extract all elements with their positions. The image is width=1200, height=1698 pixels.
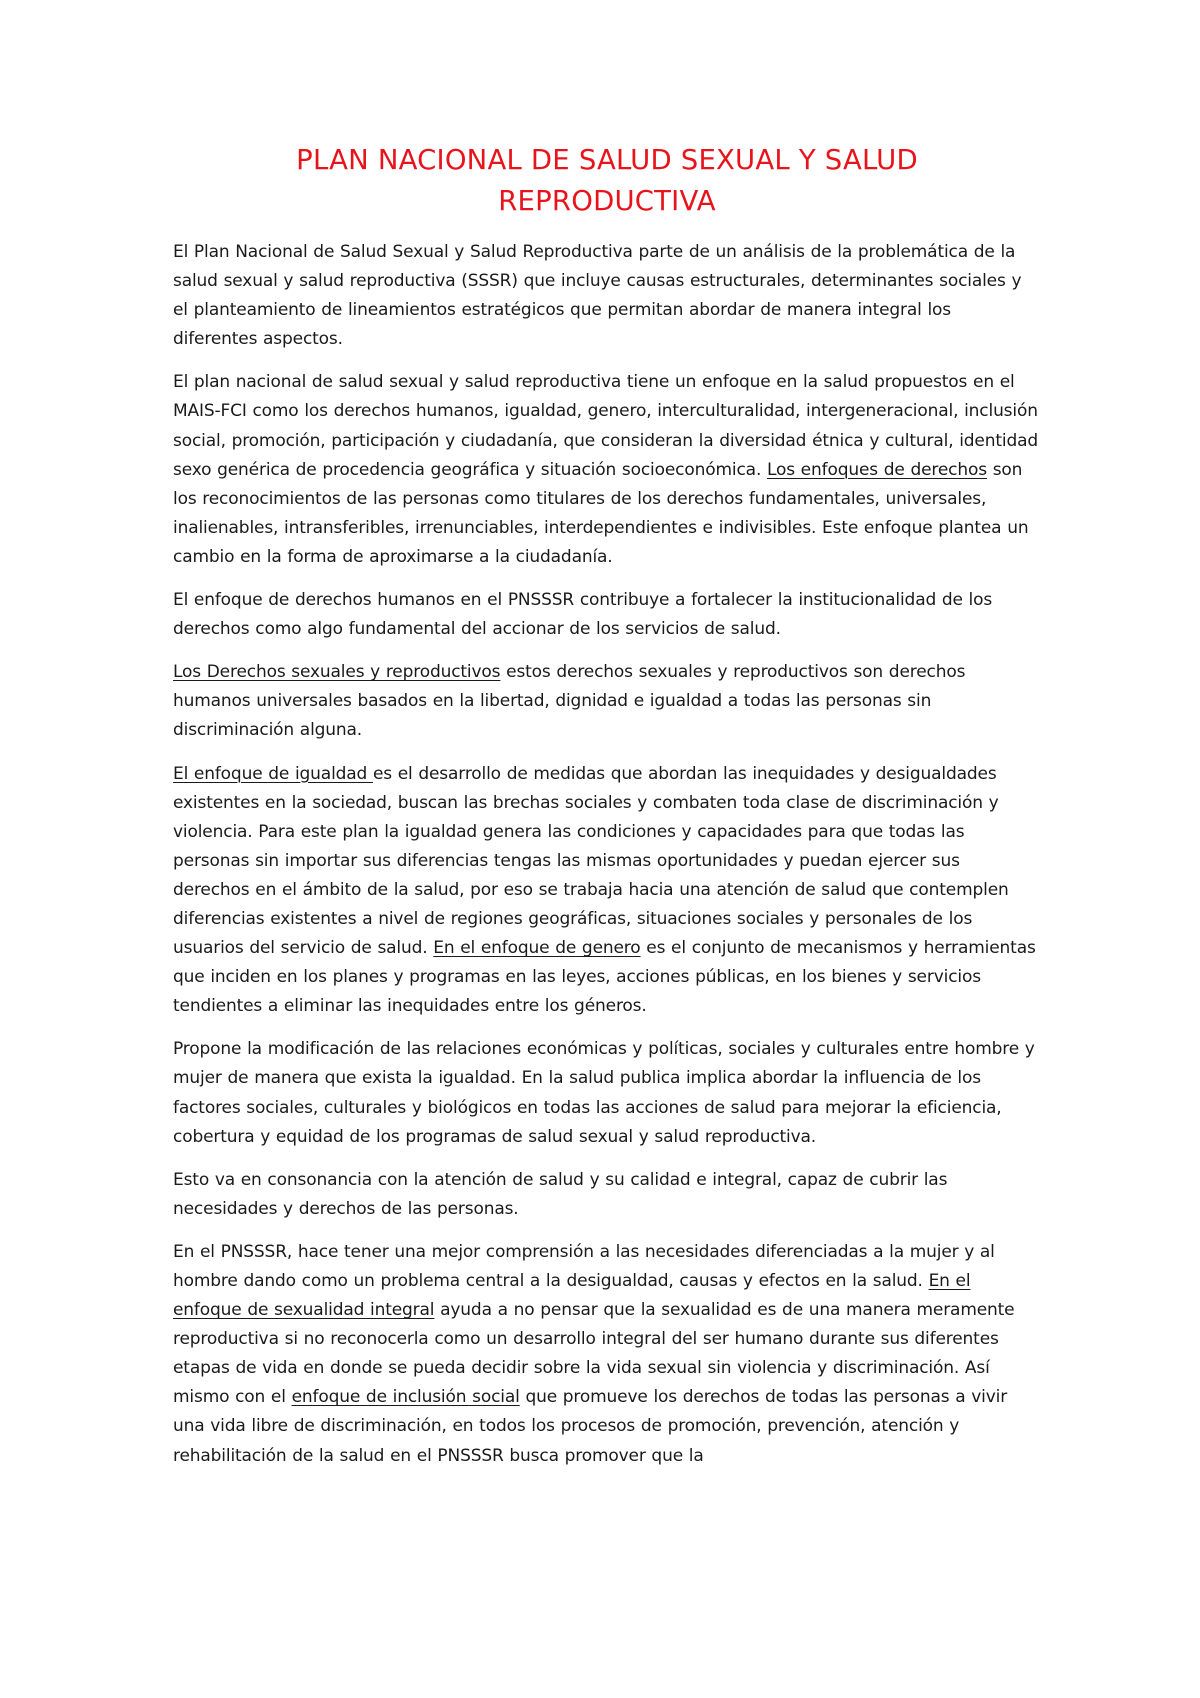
title-line-1: PLAN NACIONAL DE SALUD SEXUAL Y SALUD (296, 144, 918, 176)
paragraph-1-text: El Plan Nacional de Salud Sexual y Salud Reproductiva parte de un análisis de la problemática de la salud sexual y salud reproductiva (SSSR) que incluye causas estructurales, determinantes sociales y el planteamiento de lineamientos estratégicos que permitan abordar de manera integral los diferentes aspectos. (173, 242, 1022, 350)
paragraph-enfoques (173, 368, 1041, 572)
underlined-enfoque-de-genero: En el enfoque de genero (433, 938, 641, 959)
underlined-inclusion-social: enfoque de inclusión social (291, 1387, 520, 1408)
underlined-enfoque-de-igualdad: El enfoque de igualdad (173, 763, 373, 784)
paragraph-2-text-a: El plan nacional de salud sexual y salud reproductiva tiene un enfoque en la salud propuestos en el MAIS-FCI como los derechos humanos, igualdad, genero, interculturalidad, intergeneracional, inclusión social, promoción, participación y ciudadanía, que consideran la diversidad étnica y cultural, identidad sexo genérica de procedencia geográfica y situación socioeconómica. (173, 372, 1038, 480)
paragraph-2-text-b: son los reconocimientos de las personas como titulares de los derechos fundamentales, universales, inalienables, intransferibles, irrenunciables, interdependientes e indivisibles. Este enfoque plantea un cambio en la forma de aproximarse a la ciudadanía. (173, 459, 1029, 567)
underlined-derechos-sexuales: Los Derechos sexuales y reproductivos (173, 662, 501, 683)
paragraph-8-text-a: En el PNSSSR, hace tener una mejor comprensión a las necesidades diferenciadas a la mujer y al hombre dando como un problema central a la desigualdad, causas y efectos en la salud. (173, 1241, 995, 1291)
paragraph-4-text: estos derechos sexuales y reproductivos son derechos humanos universales basados en la libertad, dignidad e igualdad a todas las personas sin discriminación alguna. (173, 662, 966, 741)
paragraph-consonancia (173, 1166, 1041, 1224)
paragraph-5-text-b: es el conjunto de mecanismos y herramientas que inciden en los planes y programas en las leyes, acciones públicas, en los bienes y servicios tendientes a eliminar las inequidades entre los géneros. (173, 938, 1036, 1017)
paragraph-propone (173, 1035, 1041, 1151)
document-page (173, 140, 1041, 1485)
paragraph-8-text-b: ayuda a no pensar que la sexualidad es de una manera meramente reproductiva si no reconocerla como un desarrollo integral del ser humano durante sus diferentes etapas de vida en donde se pueda decidir sobre la vida sexual sin violencia y discriminación. Así mismo con el (173, 1300, 1015, 1408)
underlined-sexualidad-integral: En el enfoque de sexualidad integral (173, 1271, 971, 1321)
paragraph-intro (173, 238, 1041, 354)
paragraph-derechos-sexuales (173, 658, 1041, 745)
paragraph-5-text-a: es el desarrollo de medidas que abordan las inequidades y desigualdades existentes en la sociedad, buscan las brechas sociales y combaten toda clase de discriminación y violencia. Para este plan la igualdad genera las condiciones y capacidades para que todas las personas sin importar sus diferencias tengas las mismas oportunidades y puedan ejercer sus derechos en el ámbito de la salud, por eso se trabaja hacia una atención de salud que contemplen diferencias existentes a nivel de regiones geográficas, situaciones sociales y personales de los usuarios del servicio de salud. (173, 763, 1009, 959)
paragraph-derechos-humanos (173, 586, 1041, 644)
underlined-enfoques-de-derechos: Los enfoques de derechos (766, 459, 987, 480)
document-title (173, 140, 1041, 222)
paragraph-pnsssr (173, 1238, 1041, 1471)
paragraph-6-text: Propone la modificación de las relaciones económicas y políticas, sociales y culturales entre hombre y mujer de manera que exista la igualdad. En la salud publica implica abordar la influencia de los factores sociales, culturales y biológicos en todas las acciones de salud para mejorar la eficiencia, cobertura y equidad de los programas de salud sexual y salud reproductiva. (173, 1039, 1035, 1147)
title-line-2: REPRODUCTIVA (498, 185, 716, 217)
paragraph-3-text: El enfoque de derechos humanos en el PNSSSR contribuye a fortalecer la institucionalidad de los derechos como algo fundamental del accionar de los servicios de salud. (173, 590, 993, 640)
paragraph-igualdad (173, 760, 1041, 1022)
paragraph-8-text-c: que promueve los derechos de todas las personas a vivir una vida libre de discriminación, en todos los procesos de promoción, prevención, atención y rehabilitación de la salud en el PNSSSR busca promover que la (173, 1387, 1008, 1466)
paragraph-7-text: Esto va en consonancia con la atención de salud y su calidad e integral, capaz de cubrir las necesidades y derechos de las personas. (173, 1169, 948, 1219)
